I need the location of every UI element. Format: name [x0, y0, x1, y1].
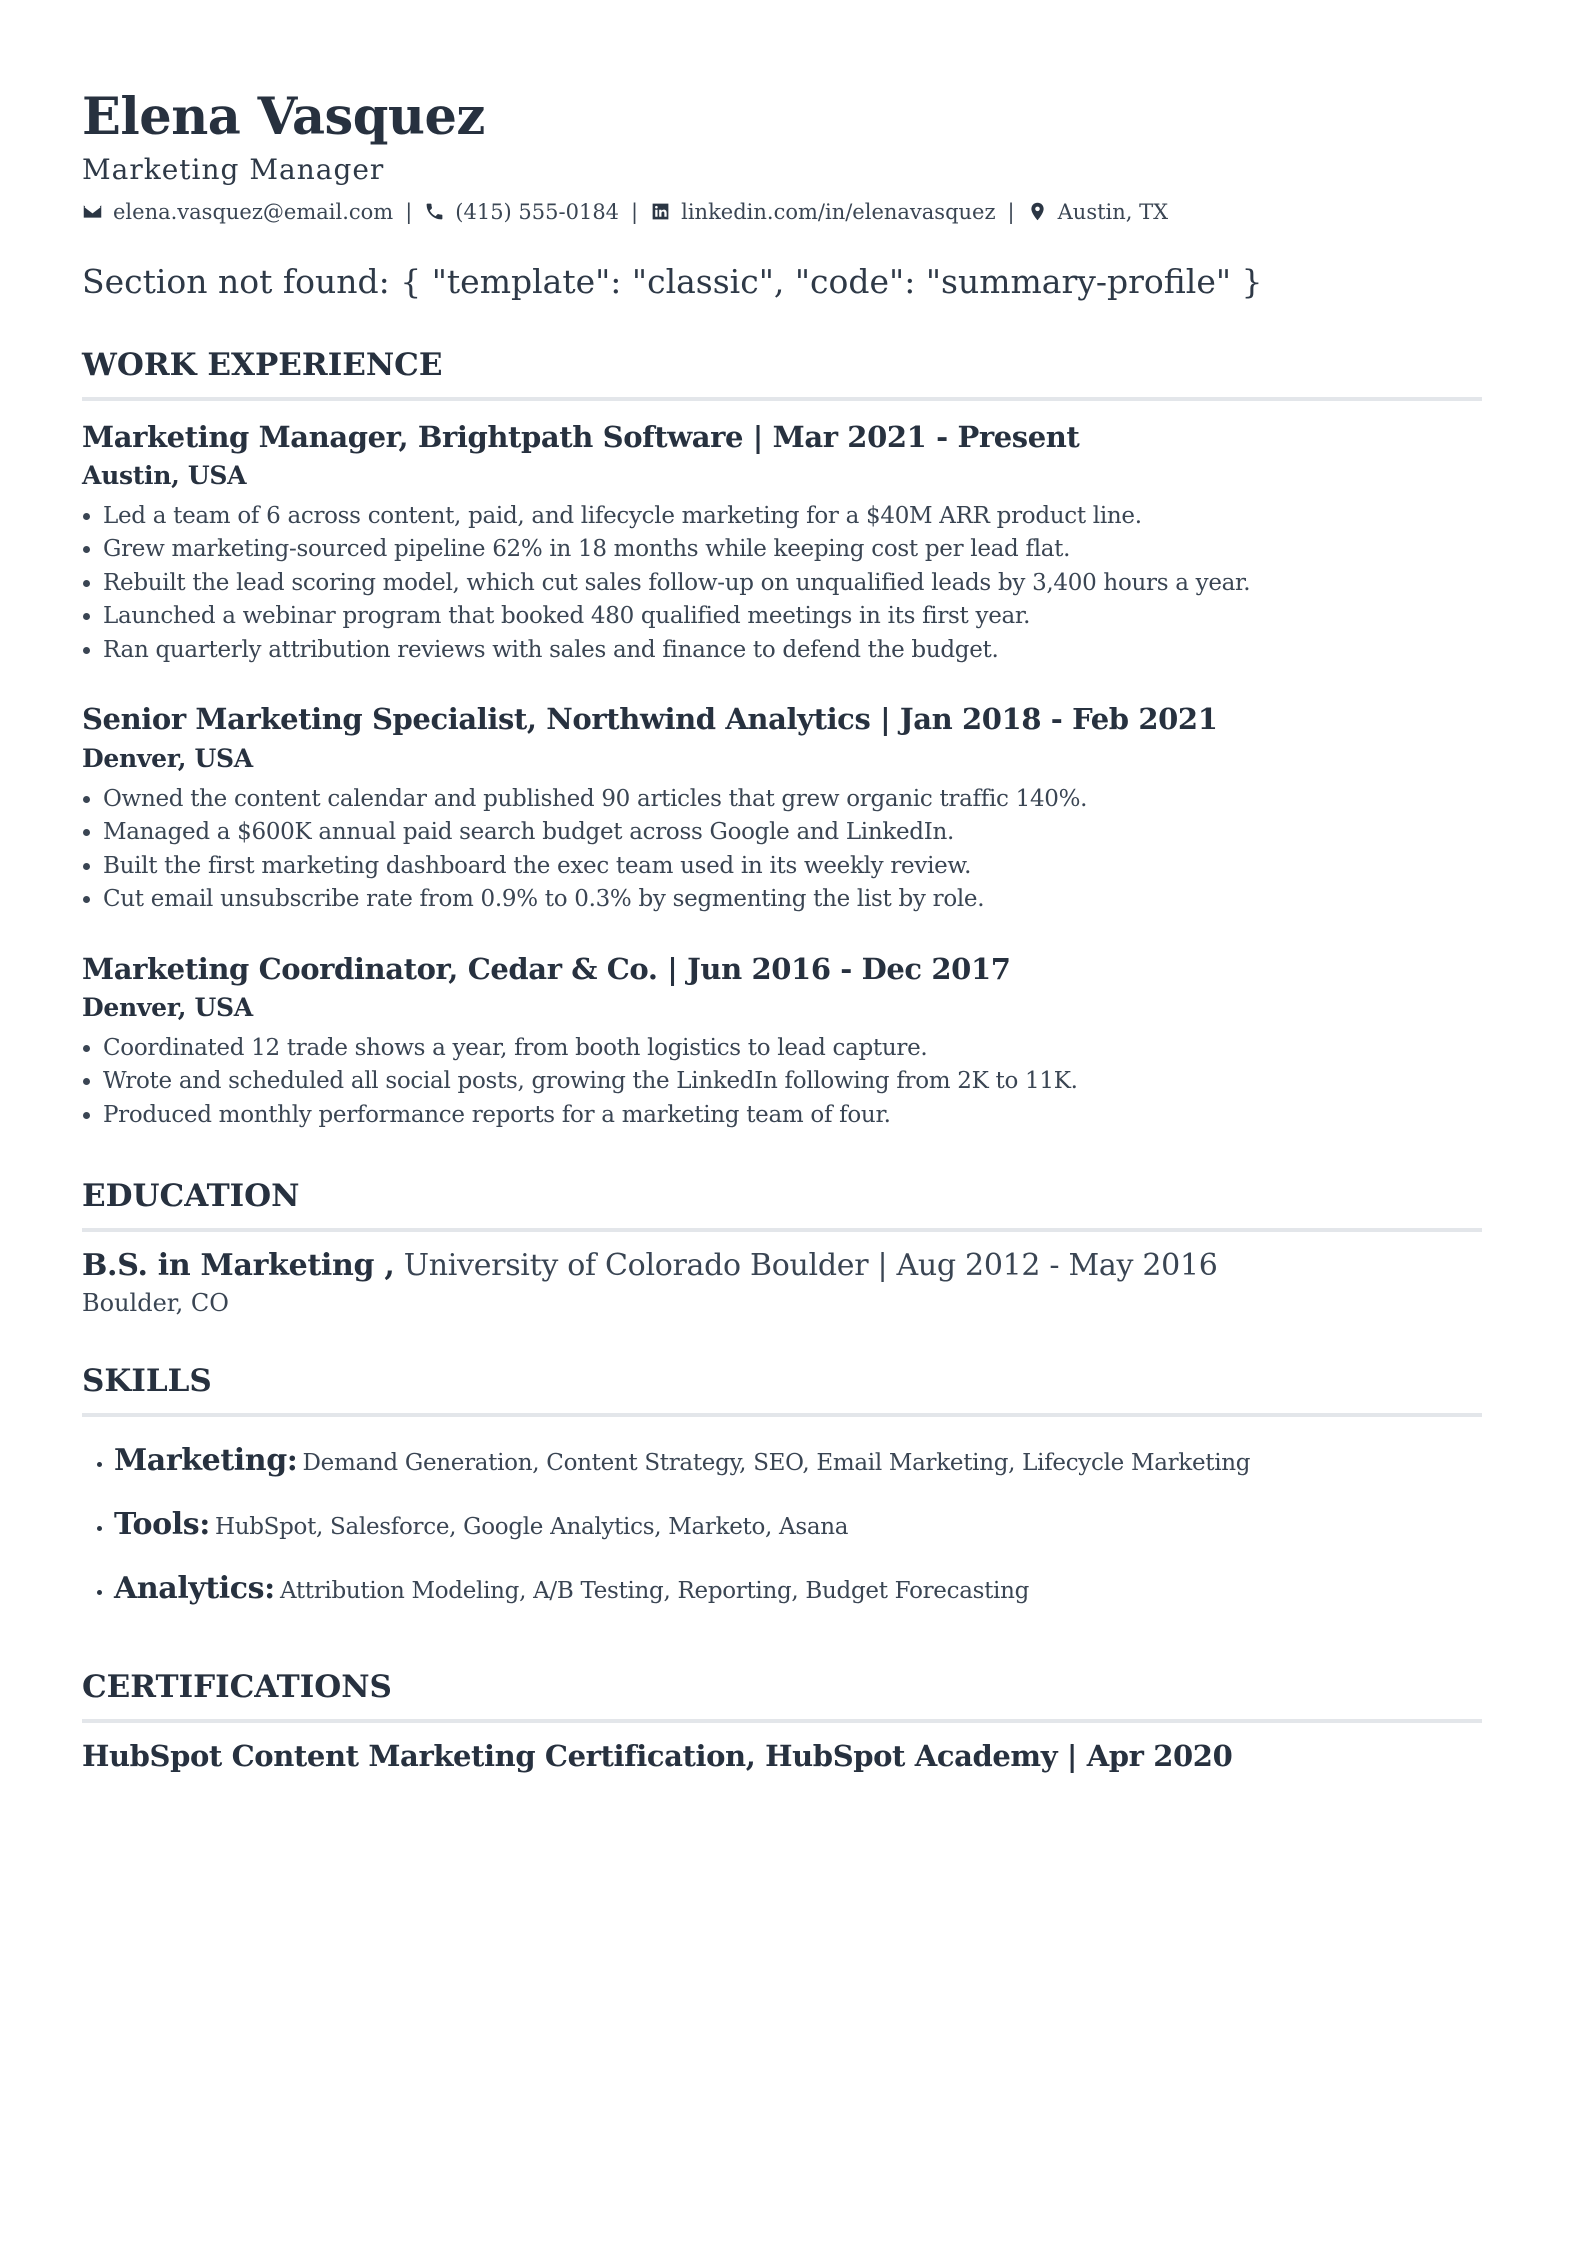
location-text: Austin, TX	[1057, 199, 1169, 224]
section-divider	[82, 1413, 1482, 1417]
skill-values: Attribution Modeling, A/B Testing, Reporting, Budget Forecasting	[279, 1578, 1030, 1605]
list-item: • Wrote and scheduled all social posts, growing the LinkedIn following from 2K to 11K.	[103, 1065, 1482, 1099]
phone-icon	[424, 201, 445, 222]
envelope-icon	[82, 201, 103, 222]
list-item: • Led a team of 6 across content, paid, and lifecycle marketing for a $40M ARR product line.	[103, 500, 1482, 534]
skill-category: Marketing:	[114, 1443, 298, 1479]
work-experience-section	[82, 347, 1482, 1133]
job-entry	[82, 419, 1482, 668]
map-pin-icon	[1027, 201, 1048, 222]
list-item: • Built the first marketing dashboard the exec team used in its weekly review.	[103, 850, 1482, 884]
list-item	[114, 1559, 1482, 1623]
section-title: CERTIFICATIONS	[82, 1669, 392, 1706]
certifications-section	[82, 1669, 1482, 1773]
job-heading: Senior Marketing Specialist, Northwind Analytics | Jan 2018 - Feb 2021	[82, 702, 1218, 737]
section-title: EDUCATION	[82, 1178, 300, 1215]
section-title: SKILLS	[82, 1363, 212, 1400]
list-item: • Managed a $600K annual paid search budget across Google and LinkedIn.	[103, 816, 1482, 850]
contact-bar	[82, 200, 1482, 224]
phone-text: (415) 555-0184	[455, 199, 620, 224]
list-item: • Rebuilt the lead scoring model, which cut sales follow-up on unqualified leads by 3,400 hours a year.	[103, 567, 1482, 601]
job-bullets	[82, 500, 1482, 668]
education-entry	[82, 1248, 1482, 1283]
job-location: Denver, USA	[82, 992, 253, 1022]
job-entry	[82, 701, 1482, 916]
job-bullets	[82, 1032, 1482, 1133]
email-text: elena.vasquez@email.com	[113, 199, 394, 224]
skill-category: Analytics:	[114, 1571, 275, 1607]
contact-separator: |	[631, 199, 639, 224]
contact-phone[interactable]	[424, 200, 619, 224]
job-entry	[82, 951, 1482, 1133]
certification-entry: HubSpot Content Marketing Certification, HubSpot Academy | Apr 2020	[82, 1739, 1233, 1774]
list-item	[114, 1431, 1482, 1495]
job-location: Austin, USA	[82, 460, 247, 490]
skill-category: Tools:	[114, 1507, 210, 1543]
candidate-title: Marketing Manager	[82, 152, 385, 186]
education-section	[82, 1178, 1482, 1317]
skill-values: HubSpot, Salesforce, Google Analytics, Marketo, Asana	[214, 1514, 849, 1541]
list-item	[114, 1495, 1482, 1559]
job-bullets	[82, 783, 1482, 917]
list-item: • Owned the content calendar and published 90 articles that grew organic traffic 140%.	[103, 783, 1482, 817]
section-divider	[82, 1228, 1482, 1232]
skills-list	[82, 1431, 1482, 1623]
contact-separator: |	[405, 199, 413, 224]
skills-section	[82, 1363, 1482, 1623]
linkedin-icon	[650, 201, 671, 222]
degree: B.S. in Marketing ,	[82, 1248, 395, 1284]
job-location: Denver, USA	[82, 743, 253, 773]
section-title: WORK EXPERIENCE	[82, 346, 443, 383]
contact-linkedin[interactable]	[650, 200, 995, 224]
list-item: • Grew marketing-sourced pipeline 62% in 18 months while keeping cost per lead flat.	[103, 533, 1482, 567]
section-divider	[82, 397, 1482, 401]
list-item: • Ran quarterly attribution reviews with sales and finance to defend the budget.	[103, 634, 1482, 668]
skill-values: Demand Generation, Content Strategy, SEO, Email Marketing, Lifecycle Marketing	[302, 1450, 1251, 1477]
list-item: • Coordinated 12 trade shows a year, from booth logistics to lead capture.	[103, 1032, 1482, 1066]
job-heading: Marketing Manager, Brightpath Software | Mar 2021 - Present	[82, 419, 1080, 454]
contact-email[interactable]	[82, 200, 393, 224]
school-and-dates: University of Colorado Boulder | Aug 2012 - May 2016	[403, 1248, 1218, 1284]
section-divider	[82, 1719, 1482, 1723]
contact-separator: |	[1007, 199, 1015, 224]
candidate-name: Elena Vasquez	[82, 87, 485, 147]
list-item: • Launched a webinar program that booked 480 qualified meetings in its first year.	[103, 600, 1482, 634]
list-item: • Produced monthly performance reports for a marketing team of four.	[103, 1099, 1482, 1133]
job-heading: Marketing Coordinator, Cedar & Co. | Jun 2016 - Dec 2017	[82, 951, 1011, 986]
education-location: Boulder, CO	[82, 1289, 229, 1318]
list-item: • Cut email unsubscribe rate from 0.9% to 0.3% by segmenting the list by role.	[103, 883, 1482, 917]
contact-location	[1027, 200, 1168, 224]
summary-missing-message: Section not found: { "template": "classic", "code": "summary-profile" }	[82, 261, 1263, 301]
linkedin-text: linkedin.com/in/elenavasquez	[681, 199, 996, 224]
